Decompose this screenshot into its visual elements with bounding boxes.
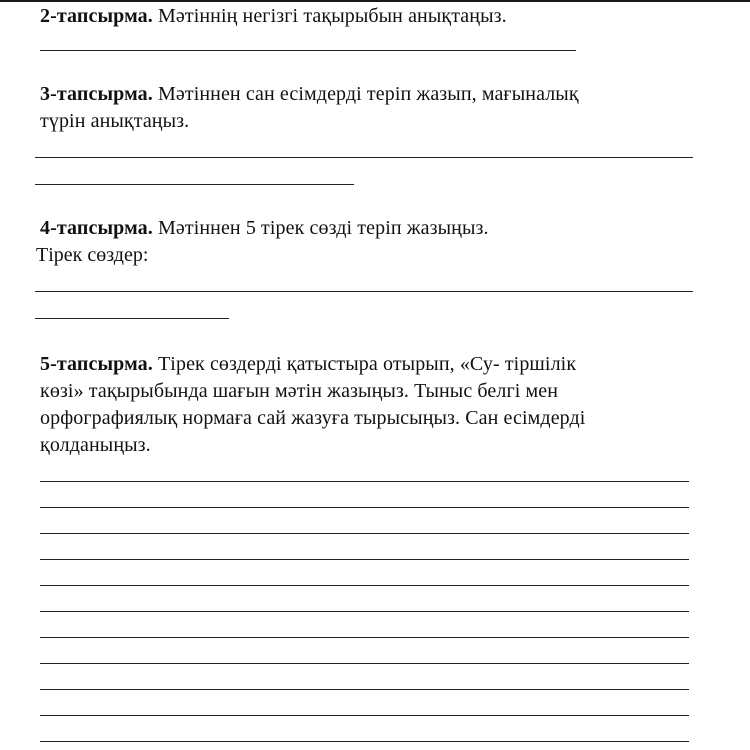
task-5-answer-line[interactable] [40, 481, 689, 482]
task-2-label: 2-тапсырма. [40, 5, 153, 27]
top-border-rule [0, 0, 750, 2]
task-5-answer-line[interactable] [40, 637, 689, 638]
task-5-text-line-1: Тірек сөздерді қатыстыра отырып, «Су- тіршілік [152, 353, 577, 375]
task-2-heading [40, 3, 507, 30]
task-5-answer-line[interactable] [40, 689, 689, 690]
task-5-text-line-2: көзі» тақырыбында шағын мәтін жазыңыз. Тыныс белгі мен [40, 380, 559, 402]
task-3-answer-line-2[interactable] [35, 184, 354, 185]
task-5-text-line-3: орфографиялық нормаға сай жазуға тырысыңыз. Сан есімдерді [40, 407, 586, 429]
task-5-answer-line[interactable] [40, 715, 689, 716]
task-4-text: Мәтіннен 5 тірек сөзді теріп жазыңыз. [152, 217, 489, 239]
task-4-label: 4-тапсырма. [40, 217, 153, 239]
task-3-text-line-1: Мәтіннен сан есімдерді теріп жазып, мағыналық [152, 83, 579, 105]
task-2-text: Мәтіннің негізгі тақырыбын анықтаңыз. [152, 5, 507, 27]
task-5-answer-line[interactable] [40, 507, 689, 508]
task-5-answer-line[interactable] [40, 611, 689, 612]
task-4-heading [40, 215, 489, 242]
task-5-answer-line[interactable] [40, 585, 689, 586]
task-5-answer-line[interactable] [40, 533, 689, 534]
task-2-answer-line[interactable] [40, 50, 576, 51]
task-3-label: 3-тапсырма. [40, 83, 153, 105]
task-5-text-line-4: қолданыңыз. [40, 434, 151, 456]
task-5-answer-line[interactable] [40, 559, 689, 560]
task-5-heading [40, 351, 585, 459]
task-5-answer-line[interactable] [40, 741, 689, 742]
task-3-text-line-2: түрін анықтаңыз. [40, 110, 190, 132]
task-5-answer-line[interactable] [40, 663, 689, 664]
task-5-label: 5-тапсырма. [40, 353, 153, 375]
task-4-keywords-prompt: Тірек сөздер: [36, 244, 149, 266]
task-3-answer-line-1[interactable] [35, 157, 693, 158]
task-4-answer-line-2[interactable] [35, 318, 229, 319]
task-4-answer-line-1[interactable] [35, 291, 693, 292]
task-3-heading [40, 81, 579, 135]
